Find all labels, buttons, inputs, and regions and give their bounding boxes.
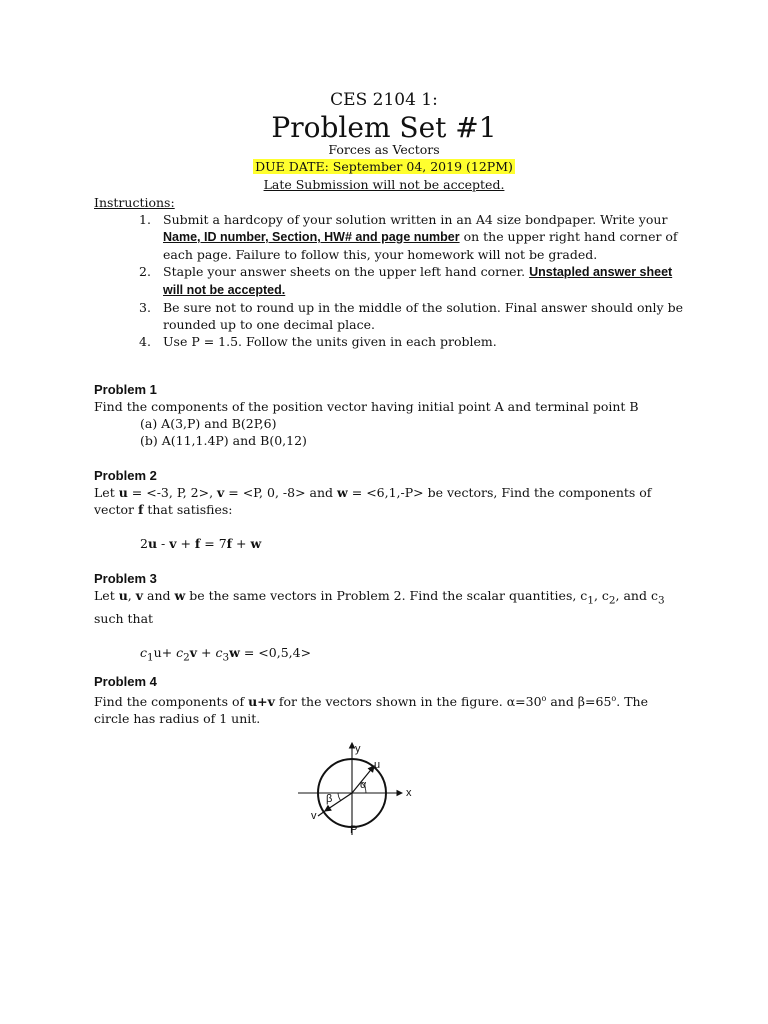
item-emphasis: Unstapled answer sheet will not be accepted. — [163, 265, 673, 297]
subtitle: Forces as Vectors — [328, 142, 440, 157]
instructions-heading: Instructions: — [94, 195, 175, 210]
instruction-item — [94, 211, 684, 263]
problem-text: Find the components of u+v for the vectors shown in the figure. $\alpha=30^o$ and $\beta=65^o$. The circle has radius of 1 unit. — [94, 694, 648, 727]
course-code: CES 2104 1: — [330, 90, 438, 110]
vector-figure — [290, 735, 430, 845]
problem-heading: Problem 1 — [94, 382, 157, 397]
instruction-item — [94, 333, 684, 350]
problem-heading: Problem 2 — [94, 468, 157, 483]
problem-text: Find the components of the position vector having initial point A and terminal point B — [94, 399, 639, 414]
equation: 2u - v + f = 7f + w — [140, 536, 262, 551]
p-label: P — [350, 824, 358, 836]
item-text: Be sure not to round up in the middle of the solution. Final answer should only be rounded up to one decimal place. — [163, 300, 683, 332]
item-number: 2. — [139, 264, 151, 279]
instructions-section — [94, 194, 684, 350]
problem-part: (b) A(11,1.4P) and B(0,12) — [140, 433, 307, 448]
problem-text: Let u = <-3, P, 2>, v = <P, 0, -8> and w = <6,1,-P> be vectors, Find the components of vector f that satisfies: — [94, 485, 652, 517]
item-text: Submit a hardcopy of your solution written in an A4 size bondpaper. Write your — [163, 212, 668, 227]
problem-heading: Problem 4 — [94, 674, 157, 689]
problem-4 — [94, 673, 684, 727]
u-label: u — [374, 759, 381, 771]
x-label: x — [406, 787, 412, 799]
due-date-highlight: DUE DATE: September 04, 2019 (12PM) — [255, 159, 513, 174]
v-label: v — [311, 810, 317, 822]
due-date — [0, 159, 768, 175]
alpha-label: α — [360, 779, 367, 791]
item-emphasis: Name, ID number, Section, HW# and page number — [163, 230, 460, 244]
late-notice: Late Submission will not be accepted. — [263, 177, 505, 192]
problem-3 — [94, 570, 684, 666]
item-text: Use P = 1.5. Follow the units given in each problem. — [163, 334, 497, 349]
beta-arc — [338, 793, 341, 801]
beta-label: β — [326, 793, 333, 805]
problem-heading: Problem 3 — [94, 571, 157, 586]
instructions-list — [94, 211, 684, 350]
equation: $c_1u+ c_2v + c_3w = <0,5,4>$ — [140, 644, 312, 663]
instruction-item — [94, 299, 684, 333]
problem-part: (a) A(3,P) and B(2P,6) — [140, 416, 277, 431]
page-title: Problem Set #1 — [271, 111, 497, 144]
instruction-item — [94, 263, 684, 299]
y-label: y — [355, 743, 361, 755]
problem-text: Let u, v and w be the same vectors in Problem 2. Find the scalar quantities, $c_1$, $c_2$, and $c_3$ such that — [94, 588, 665, 626]
problem-2 — [94, 467, 684, 552]
item-number: 3. — [139, 300, 151, 315]
item-number: 1. — [139, 212, 151, 227]
item-text: Staple your answer sheets on the upper left hand corner. — [163, 264, 530, 279]
item-number: 4. — [139, 334, 151, 349]
problem-1 — [94, 381, 684, 449]
item-text: on the upper right hand corner of each page. Failure to follow this, your homework will not be graded. — [163, 229, 678, 262]
